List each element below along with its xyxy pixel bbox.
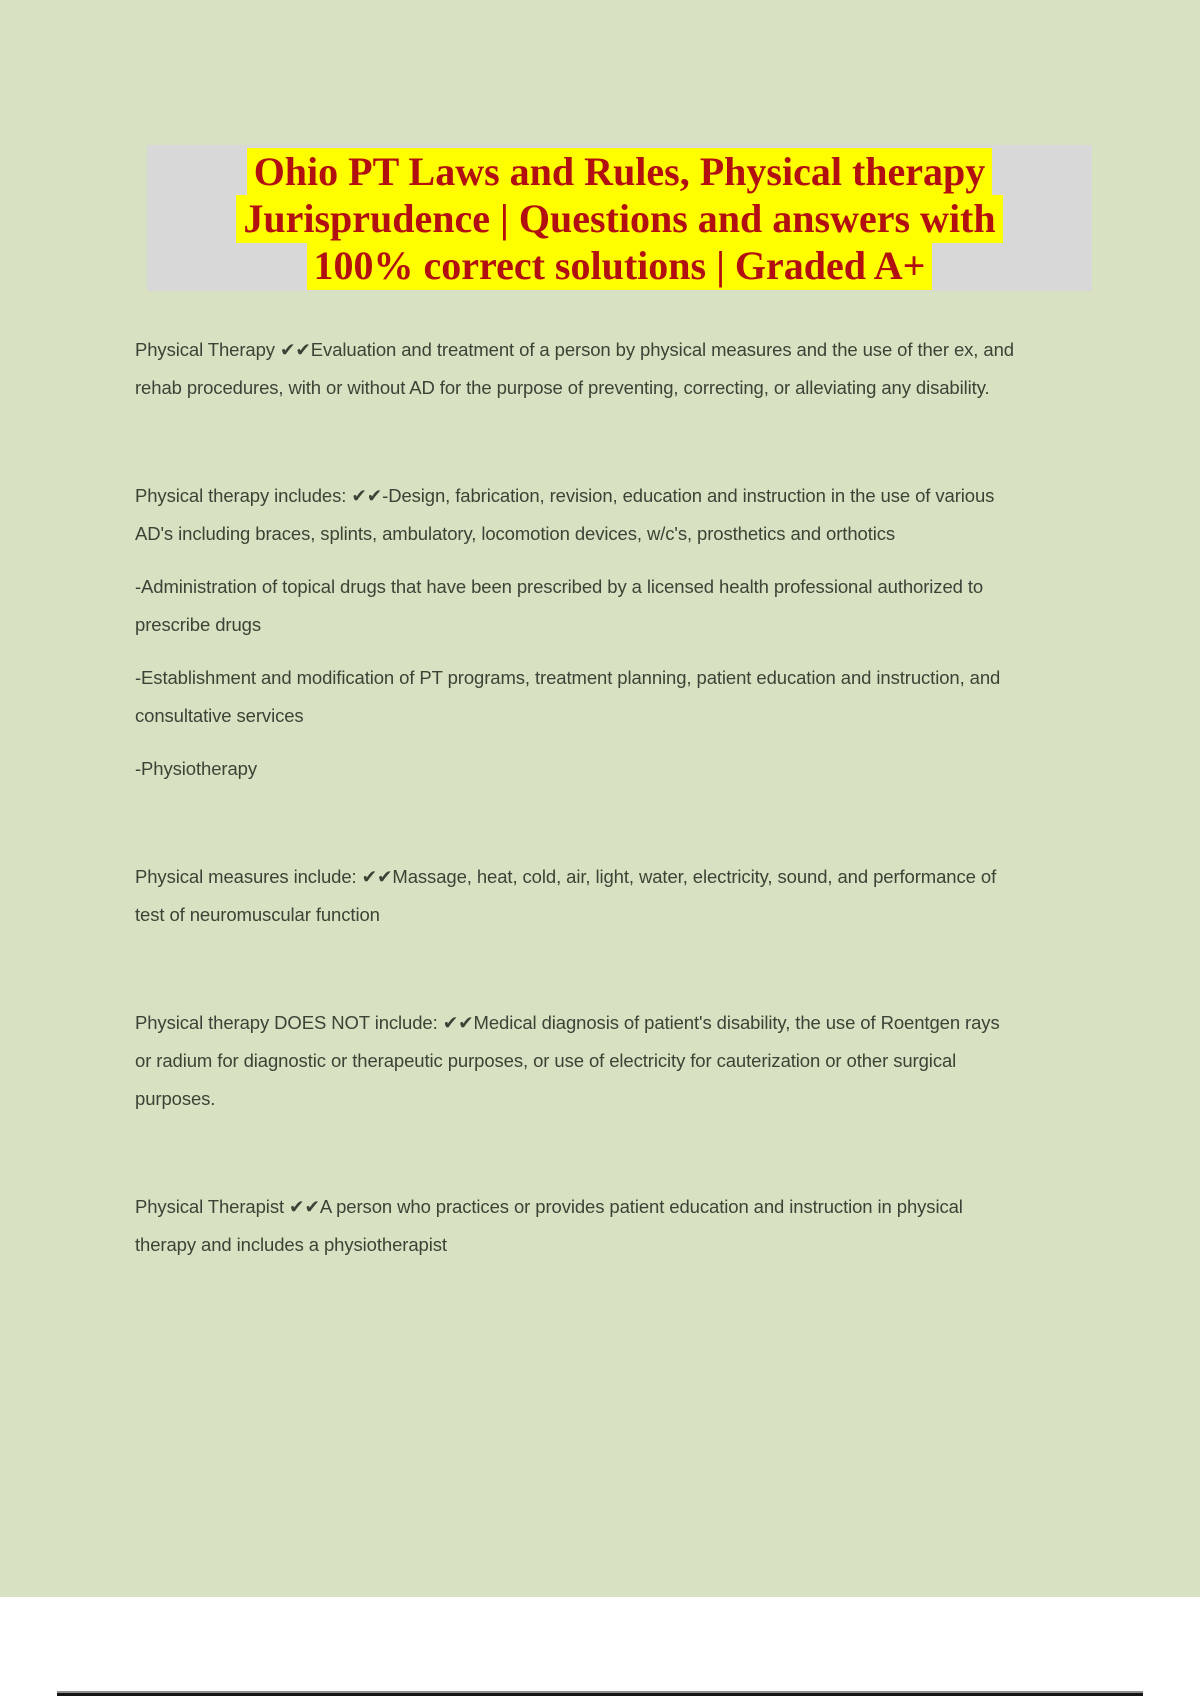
qa-paragraph: -Establishment and modification of PT programs, treatment planning, patient education and instruction, and consultative services (135, 667, 1001, 726)
qa-paragraph: Physical Therapy ✔✔Evaluation and treatment of a person by physical measures and the use of ther ex, and rehab procedures, with or without AD for the purpose of preventing, correcting, or alleviating any disability. (135, 339, 1014, 398)
title-line (236, 195, 1002, 242)
qa-list (135, 331, 1020, 1334)
qa-paragraph: Physical therapy DOES NOT include: ✔✔Medical diagnosis of patient's disability, the use of Roentgen rays or radium for diagnostic or therapeutic purposes, or use of electricity for cauterization or other surgical purposes. (135, 1012, 1000, 1109)
qa-paragraph: Physical measures include: ✔✔Massage, heat, cold, air, light, water, electricity, sound, and performance of test of neuromuscular function (135, 866, 997, 925)
qa-item (135, 477, 1020, 788)
document-title (147, 145, 1092, 291)
title-highlight-text: Ohio PT Laws and Rules, Physical therapy (247, 148, 993, 196)
qa-paragraph: -Administration of topical drugs that have been prescribed by a licensed health professional authorized to prescribe drugs (135, 576, 984, 635)
qa-item (135, 331, 1020, 407)
title-highlight-text: 100% correct solutions | Graded A+ (307, 242, 933, 290)
title-line (307, 242, 933, 289)
qa-paragraph: Physical therapy includes: ✔✔-Design, fabrication, revision, education and instruction in the use of various AD's including braces, splints, ambulatory, locomotion devices, w/c's, prosthetics and orthotics (135, 485, 995, 544)
title-highlight-text: Jurisprudence | Questions and answers with (236, 195, 1002, 243)
page-separator-bar (57, 1691, 1143, 1696)
qa-paragraph: -Physiotherapy (135, 758, 257, 779)
qa-item (135, 1004, 1020, 1118)
title-line (247, 148, 993, 195)
qa-item (135, 1188, 1020, 1264)
qa-paragraph: Physical Therapist ✔✔A person who practices or provides patient education and instruction in physical therapy and includes a physiotherapist (135, 1196, 963, 1255)
qa-item (135, 858, 1020, 934)
